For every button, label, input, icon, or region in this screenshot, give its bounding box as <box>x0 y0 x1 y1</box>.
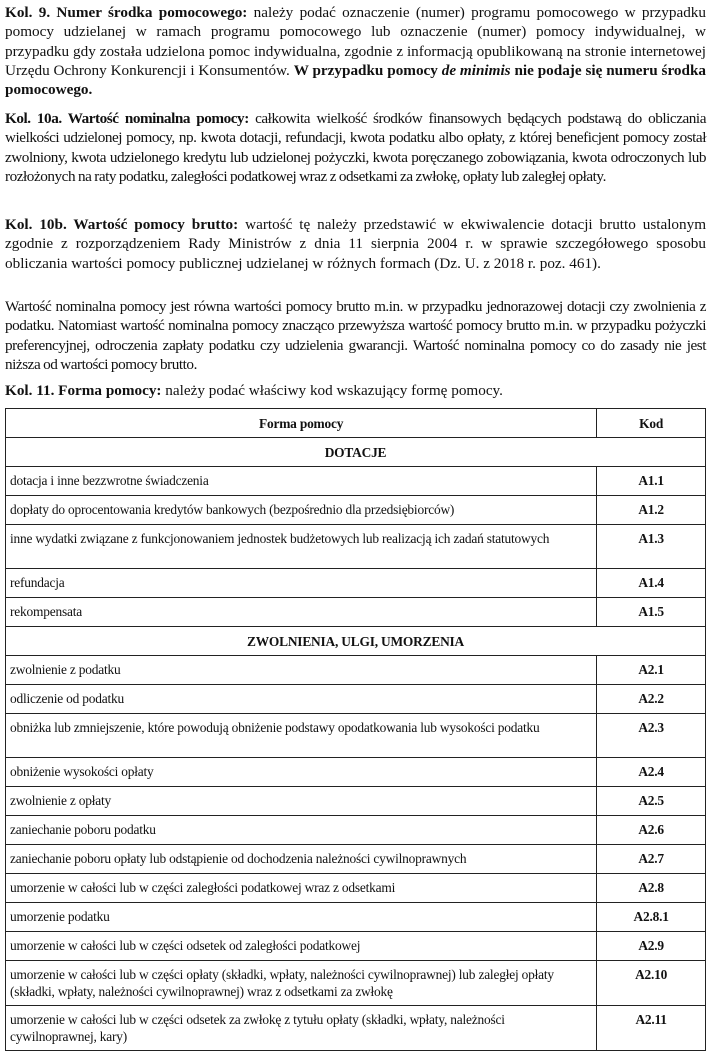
row-label: umorzenie w całości lub w części opłaty (składki, wpłaty, należności cywilnoprawnej) lub zaległej opłaty (składki, wpłaty, należności cywilnoprawnej) wraz z odsetkami za zwłokę <box>6 961 597 1006</box>
table-row <box>6 816 706 845</box>
row-code: A2.6 <box>597 816 706 845</box>
row-code: A1.4 <box>597 569 706 598</box>
table-row <box>6 1006 706 1051</box>
row-code: A1.1 <box>597 467 706 496</box>
table-row <box>6 598 706 627</box>
kol11-paragraph <box>5 381 706 400</box>
kol10a-heading: Kol. 10a. Wartość nominalna pomocy: <box>5 110 249 127</box>
row-code: A2.4 <box>597 758 706 787</box>
row-label: dotacja i inne bezzwrotne świadczenia <box>6 467 597 496</box>
kol10a-text: całkowita wielkość środków finansowych będących podstawą do obliczania wielkości udzielonej pomocy, np. kwota dotacji, refundacji, kwota podatku albo opłaty, z której beneficjent pomocy został zwolniony, kwota udzielonego kredytu lub udzielonej pożyczki, kwota poręczanego zobowiązania, kwota odroczonych lub rozłożonych na raty podatku, zaległości podatkowej wraz z odsetkami za zwłokę, opłaty lub zaległej opłaty. <box>5 110 706 185</box>
section-row-dotacje <box>6 438 706 467</box>
table-row <box>6 961 706 1006</box>
table-row <box>6 758 706 787</box>
table-row <box>6 787 706 816</box>
table-row <box>6 903 706 932</box>
header-kod: Kod <box>597 409 706 438</box>
kol9-paragraph <box>5 3 706 99</box>
header-forma-pomocy: Forma pomocy <box>6 409 597 438</box>
table-row <box>6 525 706 569</box>
table-row <box>6 656 706 685</box>
kol11-heading: Kol. 11. Forma pomocy: <box>5 382 162 399</box>
kol11-text: należy podać właściwy kod wskazujący formę pomocy. <box>161 382 503 399</box>
kol9-bold-note-part2: nie podaje się numeru środka pomocowego. <box>5 61 706 99</box>
section-row-zwolnienia <box>6 627 706 656</box>
kol10a-paragraph <box>5 109 706 186</box>
row-label: zwolnienie z podatku <box>6 656 597 685</box>
row-code: A2.9 <box>597 932 706 961</box>
row-code: A1.2 <box>597 496 706 525</box>
row-label: umorzenie w całości lub w części odsetek od zaległości podatkowej <box>6 932 597 961</box>
row-label: zwolnienie z opłaty <box>6 787 597 816</box>
table-row <box>6 845 706 874</box>
row-label: umorzenie w całości lub w części odsetek za zwłokę z tytułu opłaty (składki, wpłaty, należności cywilnoprawnej, kary) <box>6 1006 597 1051</box>
nominal-vs-gross-note: Wartość nominalna pomocy jest równa wartości pomocy brutto m.in. w przypadku jednorazowej dotacji czy zwolnienia z podatku. Natomiast wartość nominalna pomocy znacząco przewyższa wartość pomocy brutto m.in. w przypadku pożyczki preferencyjnej, odroczenia zapłaty podatku czy udzielenia gwarancji. Wartość nominalna pomocy co do zasady nie jest niższa od wartości pomocy brutto. <box>5 298 706 373</box>
row-label: odliczenie od podatku <box>6 685 597 714</box>
kol9-bold-note-italic: de minimis <box>441 61 511 79</box>
row-code: A1.3 <box>597 525 706 569</box>
kol9-text: należy podać oznaczenie (numer) programu pomocowego w przypadku pomocy udzielanej w ramach programu pomocowego lub oznaczenie (numer) pomocy indywidualnej, w przypadku gdy została udzielona pomoc indywidualna, zgodnie z informacją opublikowaną na stronie internetowej Urzędu Ochrony Konkurencji i Konsumentów. <box>5 4 706 79</box>
row-label: refundacja <box>6 569 597 598</box>
row-code: A1.5 <box>597 598 706 627</box>
row-label: dopłaty do oprocentowania kredytów bankowych (bezpośrednio dla przedsiębiorców) <box>6 496 597 525</box>
row-label: zaniechanie poboru podatku <box>6 816 597 845</box>
row-code: A2.2 <box>597 685 706 714</box>
row-label: obniżka lub zmniejszenie, które powodują obniżenie podstawy opodatkowania lub wysokości podatku <box>6 714 597 758</box>
section-title: ZWOLNIENIA, ULGI, UMORZENIA <box>6 627 706 656</box>
row-label: umorzenie podatku <box>6 903 597 932</box>
aid-form-codes-table <box>5 408 706 1051</box>
table-row <box>6 874 706 903</box>
kol9-heading: Kol. 9. Numer środka pomocowego: <box>5 4 248 21</box>
kol10b-paragraph <box>5 215 706 273</box>
row-label: obniżenie wysokości opłaty <box>6 758 597 787</box>
row-label: zaniechanie poboru opłaty lub odstąpienie od dochodzenia należności cywilnoprawnych <box>6 845 597 874</box>
row-code: A2.7 <box>597 845 706 874</box>
row-code: A2.3 <box>597 714 706 758</box>
kol9-bold-note-part1: W przypadku pomocy <box>293 61 442 79</box>
row-label: inne wydatki związane z funkcjonowaniem jednostek budżetowych lub realizacją ich zadań statutowych <box>6 525 597 569</box>
row-code: A2.8.1 <box>597 903 706 932</box>
table-row <box>6 932 706 961</box>
table-row <box>6 467 706 496</box>
table-header-row <box>6 409 706 438</box>
table-row <box>6 685 706 714</box>
kol10b-text: wartość tę należy przedstawić w ekwiwalencie dotacji brutto ustalonym zgodnie z rozporządzeniem Rady Ministrów z dnia 11 sierpnia 2004 r. w sprawie szczegółowego sposobu obliczania wartości pomocy publicznej udzielanej w różnych formach (Dz. U. z 2018 r. poz. 461). <box>5 216 707 272</box>
kol10b-heading: Kol. 10b. Wartość pomocy brutto: <box>5 216 239 233</box>
table-row <box>6 569 706 598</box>
table-row <box>6 496 706 525</box>
row-code: A2.11 <box>597 1006 706 1051</box>
row-label: rekompensata <box>6 598 597 627</box>
row-code: A2.5 <box>597 787 706 816</box>
row-code: A2.10 <box>597 961 706 1006</box>
section-title: DOTACJE <box>6 438 706 467</box>
row-code: A2.8 <box>597 874 706 903</box>
table-row <box>6 714 706 758</box>
row-label: umorzenie w całości lub w części zaległości podatkowej wraz z odsetkami <box>6 874 597 903</box>
row-code: A2.1 <box>597 656 706 685</box>
